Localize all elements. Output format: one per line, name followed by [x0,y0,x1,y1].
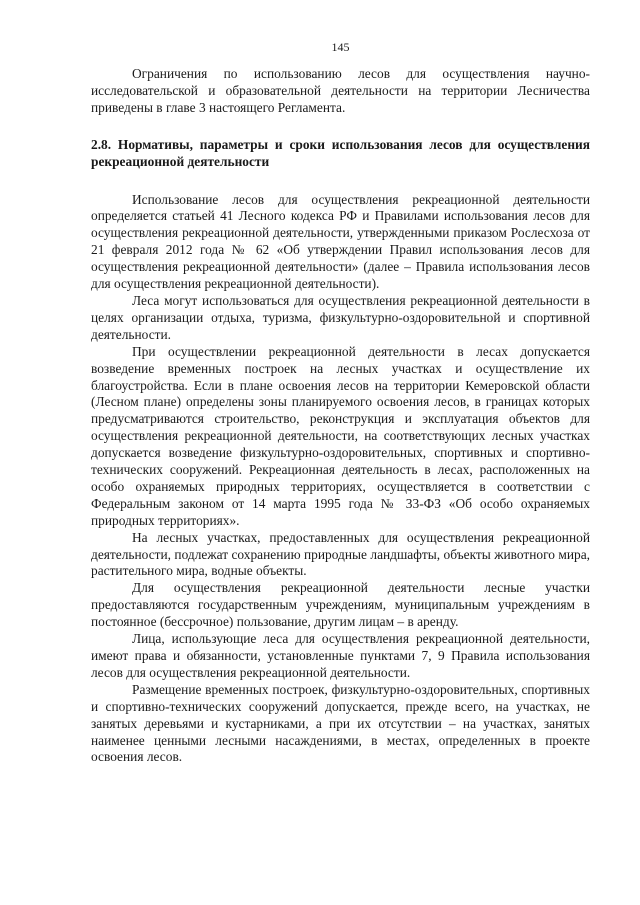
body-paragraph: Для осуществления рекреационной деятельности лесные участки предоставляются государственным учреждениям, муниципальным учреждениям в постоянное (бессрочное) пользование, другим лицам – в аренду. [91,580,590,630]
section-heading: 2.8. Нормативы, параметры и сроки использования лесов для осуществления рекреационной деятельности [91,136,590,169]
body-paragraph: Размещение временных построек, физкультурно-оздоровительных, спортивных и спортивно-технических сооружений допускается, прежде всего, на участках, не занятых деревьями и кустарниками, а при их отсутствии – на участках, занятых наименее ценными лесными насаждениями, в местах, определенных в проекте освоения лесов. [91,681,590,765]
body-paragraph: На лесных участках, предоставленных для осуществления рекреационной деятельности, подлежат сохранению природные ландшафты, объекты животного мира, растительного мира, водные объекты. [91,529,590,579]
intro-paragraph: Ограничения по использованию лесов для осуществления научно-исследовательской и образовательной деятельности на территории Лесничества приведены в главе 3 настоящего Регламента. [91,66,590,115]
section-body [91,192,590,767]
body-paragraph: Использование лесов для осуществления рекреационной деятельности определяется статьей 41 Лесного кодекса РФ и Правилами использования лесов для осуществления рекреационной деятельности, утвержденными приказом Рослесхоза от 21 февраля 2012 года № 62 «Об утверждении Правил использования лесов для осуществления рекреационной деятельности» (далее – Правила использования лесов для осуществления рекреационной деятельности). [91,191,590,292]
body-paragraph: При осуществлении рекреационной деятельности в лесах допускается возведение временных построек на лесных участках и осуществление их благоустройства. Если в плане освоения лесов на территории Кемеровской области (Лесном плане) определены зоны планируемого освоения лесов, в границах которых предусматриваются строительство, реконструкция и эксплуатация объектов для осуществления рекреационной деятельности, на соответствующих лесных участках допускается возведение физкультурно-оздоровительных, спортивных и спортивно-технических сооружений. Рекреационная деятельность в лесах, расположенных на особо охраняемых природных территориях, осуществляется в соответствии с Федеральным законом от 14 марта 1995 года № 33-ФЗ «Об особо охраняемых природных территориях». [91,343,590,528]
body-paragraph: Лица, использующие леса для осуществления рекреационной деятельности, имеют права и обязанности, установленные пунктами 7, 9 Правила использования лесов для осуществления рекреационной деятельности. [91,631,590,680]
body-paragraph: Леса могут использоваться для осуществления рекреационной деятельности в целях организации отдыха, туризма, физкультурно-оздоровительной и спортивной деятельности. [91,292,590,342]
page-number: 145 [331,40,350,54]
